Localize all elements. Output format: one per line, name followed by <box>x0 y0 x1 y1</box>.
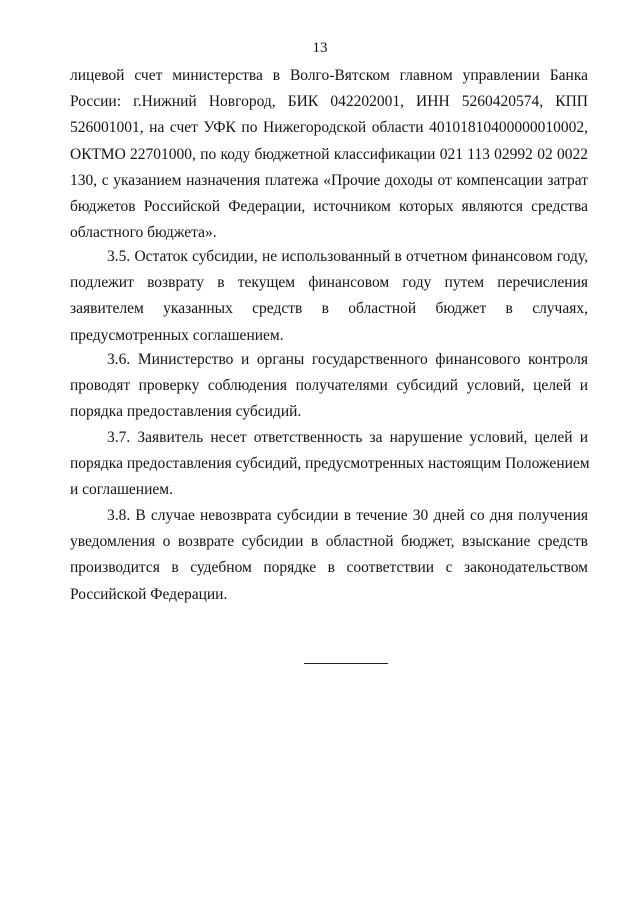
text-line: порядка предоставления субсидий. <box>70 403 302 421</box>
text-line: 526001001, на счет УФК по Нижегородской области 40101810400000010002, <box>70 119 588 137</box>
paragraph-3-8 <box>70 503 588 608</box>
text-line: уведомления о возврате субсидии в областной бюджет, взыскание средств <box>70 533 588 551</box>
text-line: 3.5. Остаток субсидии, не использованный в отчетном финансовом году, <box>107 248 588 265</box>
end-of-document-rule <box>304 663 388 664</box>
text-line: предусмотренных соглашением. <box>70 326 284 344</box>
page-number: 13 <box>312 40 328 56</box>
text-line: производится в судебном порядке в соответствии с законодательством <box>70 559 588 577</box>
text-line: заявителем указанных средств в областной бюджет в случаях, <box>70 300 588 318</box>
text-line: Российской Федерации. <box>70 585 228 603</box>
text-line: России: г.Нижний Новгород, БИК 042202001, ИНН 5260420574, КПП <box>70 93 588 111</box>
text-line: и соглашением. <box>70 481 173 499</box>
text-line: порядка предоставления субсидий, предусмотренных настоящим Положением <box>70 455 590 473</box>
text-line: проводят проверку соблюдения получателями субсидий условий, целей и <box>70 377 588 395</box>
text-line: 3.6. Министерство и органы государственного финансового контроля <box>107 351 588 368</box>
text-line: бюджетов Российской Федерации, источником которых являются средства <box>70 198 588 216</box>
text-line: 130, с указанием назначения платежа «Прочие доходы от компенсации затрат <box>70 171 588 189</box>
paragraph-payment-details <box>70 63 588 246</box>
text-line: 3.8. В случае невозврата субсидии в течение 30 дней со дня получения <box>107 507 588 524</box>
text-line: 3.7. Заявитель несет ответственность за нарушение условий, целей и <box>107 429 588 446</box>
text-line: подлежит возврату в текущем финансовом году путем перечисления <box>70 274 588 292</box>
paragraph-3-7 <box>70 425 588 504</box>
paragraph-3-5 <box>70 244 588 349</box>
text-line: областного бюджета». <box>70 224 217 242</box>
text-line: ОКТМО 22701000, по коду бюджетной классификации 021 113 02992 02 0022 <box>70 145 588 163</box>
text-line: лицевой счет министерства в Волго-Вятском главном управлении Банка <box>70 67 588 84</box>
paragraph-3-6 <box>70 347 588 426</box>
